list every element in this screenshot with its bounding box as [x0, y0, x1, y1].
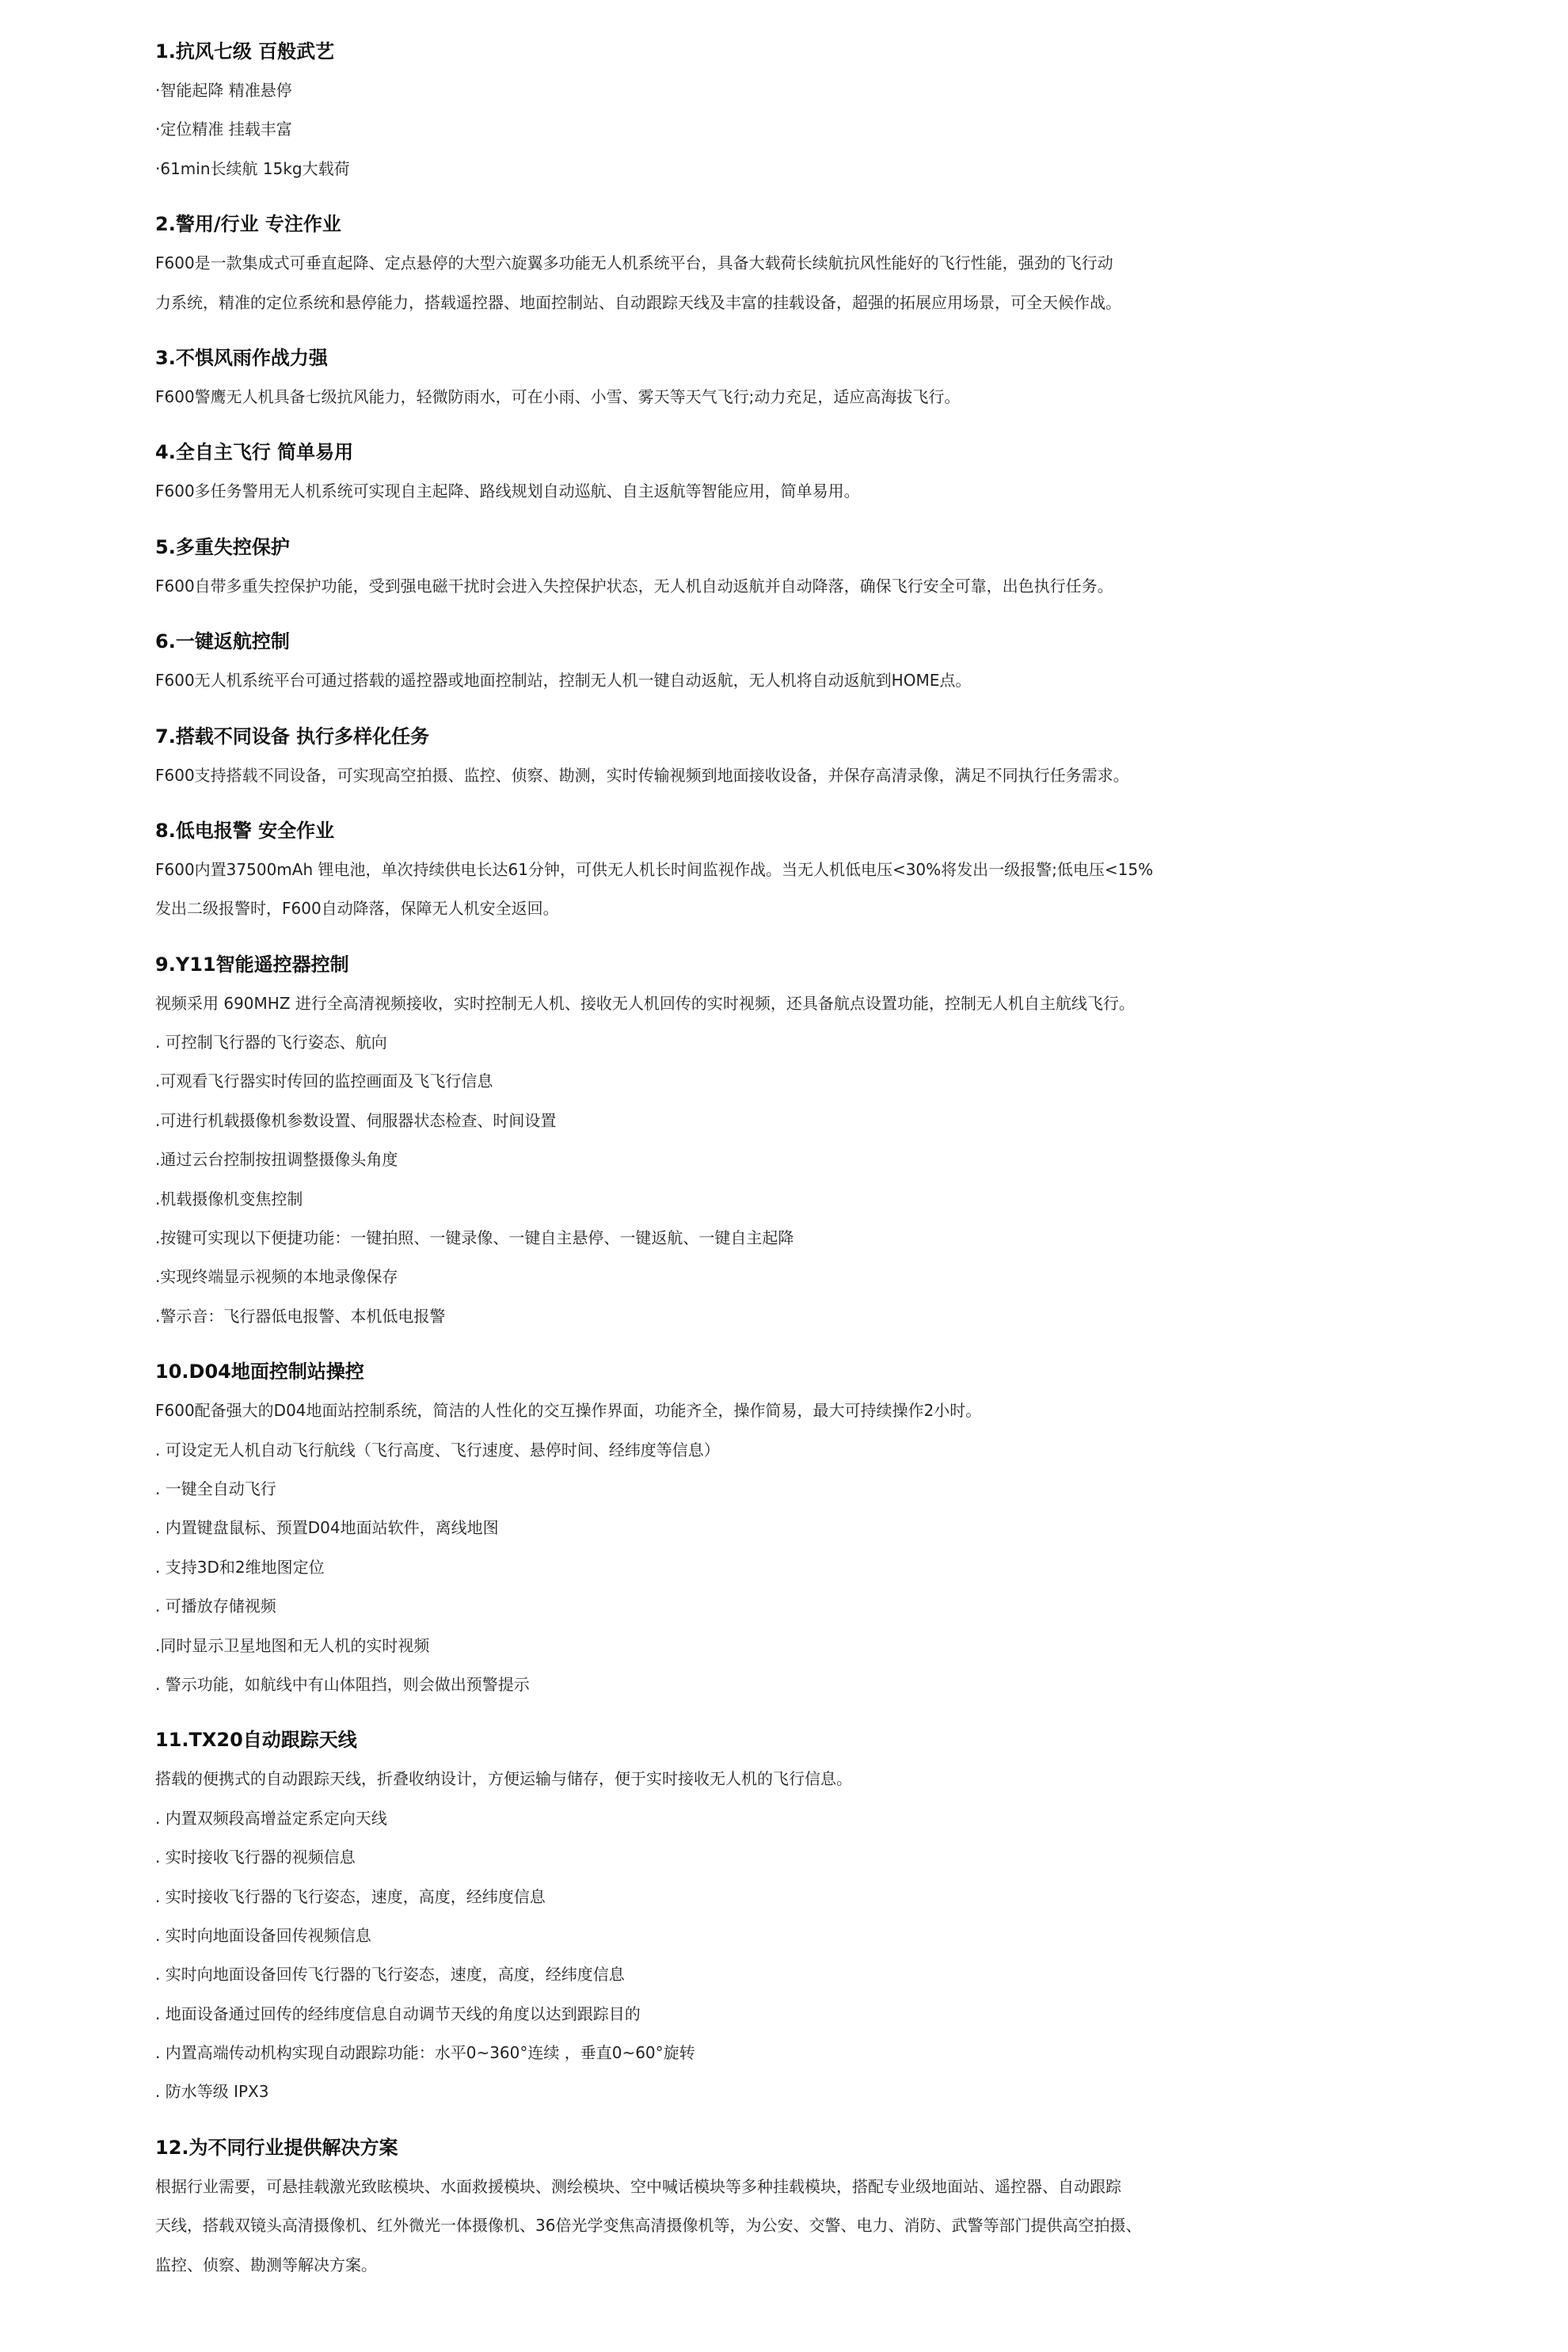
- feature-section: [155, 945, 1264, 1337]
- section-text-line: F600支持搭载不同设备，可实现高空拍摄、监控、侦察、勘测，实时传输视频到地面接收设备，并保存高清录像，满足不同执行任务需求。: [155, 765, 1129, 785]
- section-text-line: . 实时向地面设备回传视频信息: [155, 1925, 371, 1945]
- section-text-line: 监控、侦察、勘测等解决方案。: [155, 2255, 377, 2274]
- section-text-line: 天线，搭载双镜头高清摄像机、红外微光一体摄像机、36倍光学变焦高清摄像机等，为公安、交警、电力、消防、武警等部门提供高空拍摄、: [155, 2216, 1142, 2236]
- section-text-line: . 实时接收飞行器的视频信息: [155, 1848, 356, 1867]
- section-text-line: ·61min长续航 15kg大载荷: [155, 158, 350, 178]
- section-text-line: ·定位精准 挂载丰富: [155, 120, 292, 139]
- section-text-line: F600是一款集成式可垂直起降、定点悬停的大型六旋翼多功能无人机系统平台，具备大载荷长续航抗风性能好的飞行性能，强劲的飞行动: [155, 253, 1113, 273]
- section-heading: 7.搭载不同设备 执行多样化任务: [155, 725, 430, 748]
- section-text-line: . 防水等级 IPX3: [155, 2082, 269, 2102]
- section-text-line: F600内置37500mAh 锂电池，单次持续供电长达61分钟，可供无人机长时间监视作战。当无人机低电压<30%将发出一级报警;低电压<15%: [155, 859, 1154, 879]
- section-heading: 1.抗风七级 百般武艺: [155, 40, 335, 63]
- section-text-line: .实现终端显示视频的本地录像保存: [155, 1267, 398, 1287]
- section-text-line: 视频采用 690MHZ 进行全高清视频接收，实时控制无人机、接收无人机回传的实时视频，还具备航点设置功能，控制无人机自主航线飞行。: [155, 993, 1135, 1013]
- section-text-line: 力系统，精准的定位系统和悬停能力，搭载遥控器、地面控制站、自动跟踪天线及丰富的挂载设备，超强的拓展应用场景，可全天候作战。: [155, 292, 1121, 312]
- section-text-line: .按键可实现以下便捷功能：一键拍照、一键录像、一键自主悬停、一键返航、一键自主起降: [155, 1228, 794, 1248]
- section-text-line: . 警示功能，如航线中有山体阻挡，则会做出预警提示: [155, 1674, 530, 1694]
- section-text-line: 搭载的便携式的自动跟踪天线，折叠收纳设计，方便运输与储存，便于实时接收无人机的飞行信息。: [155, 1769, 852, 1789]
- feature-section: [155, 32, 1264, 188]
- section-text-line: .通过云台控制按扭调整摄像头角度: [155, 1150, 398, 1170]
- section-heading: 2.警用/行业 专注作业: [155, 213, 341, 236]
- feature-section: [155, 717, 1264, 795]
- section-heading: 10.D04地面控制站操控: [155, 1361, 364, 1383]
- feature-section: [155, 622, 1264, 700]
- section-text-line: . 支持3D和2维地图定位: [155, 1557, 325, 1577]
- section-heading: 5.多重失控保护: [155, 535, 290, 558]
- section-text-line: . 可控制飞行器的飞行姿态、航向: [155, 1033, 387, 1052]
- section-text-line: .同时显示卫星地图和无人机的实时视频: [155, 1635, 430, 1655]
- feature-section: [155, 1352, 1264, 1704]
- feature-section: [155, 338, 1264, 417]
- section-heading: 9.Y11智能遥控器控制: [155, 953, 349, 976]
- section-text-line: 发出二级报警时，F600自动降落，保障无人机安全返回。: [155, 899, 559, 919]
- feature-section: [155, 2128, 1264, 2285]
- section-text-line: .可观看飞行器实时传回的监控画面及飞飞行信息: [155, 1071, 493, 1091]
- section-text-line: . 实时向地面设备回传飞行器的飞行姿态，速度，高度，经纬度信息: [155, 1965, 625, 1985]
- section-text-line: F600多任务警用无人机系统可实现自主起降、路线规划自动巡航、自主返航等智能应用，简单易用。: [155, 481, 860, 501]
- section-text-line: F600自带多重失控保护功能，受到强电磁干扰时会进入失控保护状态，无人机自动返航并自动降落，确保飞行安全可靠，出色执行任务。: [155, 576, 1113, 596]
- section-text-line: . 一键全自动飞行: [155, 1479, 276, 1498]
- section-text-line: . 可设定无人机自动飞行航线（飞行高度、飞行速度、悬停时间、经纬度等信息）: [155, 1440, 720, 1460]
- product-feature-document: [155, 32, 1264, 2285]
- section-heading: 12.为不同行业提供解决方案: [155, 2136, 398, 2159]
- section-text-line: . 可播放存储视频: [155, 1597, 276, 1616]
- section-heading: 8.低电报警 安全作业: [155, 819, 335, 842]
- section-text-line: . 地面设备通过回传的经纬度信息自动调节天线的角度以达到跟踪目的: [155, 2004, 641, 2023]
- section-text-line: . 内置双频段高增益定系定向天线: [155, 1808, 387, 1828]
- section-heading: 3.不惧风雨作战力强: [155, 346, 328, 369]
- feature-section: [155, 811, 1264, 929]
- section-text-line: .可进行机载摄像机参数设置、伺服器状态检查、时间设置: [155, 1110, 557, 1130]
- feature-section: [155, 204, 1264, 322]
- section-text-line: . 内置高端传动机构实现自动跟踪功能：水平0~360°连续 ，垂直0~60°旋转: [155, 2043, 695, 2063]
- section-text-line: F600无人机系统平台可通过搭载的遥控器或地面控制站，控制无人机一键自动返航，无人机将自动返航到HOME点。: [155, 671, 972, 691]
- feature-section: [155, 1720, 1264, 2112]
- section-heading: 4.全自主飞行 简单易用: [155, 441, 354, 464]
- section-text-line: . 内置键盘鼠标、预置D04地面站软件，离线地图: [155, 1518, 499, 1538]
- section-text-line: F600配备强大的D04地面站控制系统，简洁的人性化的交互操作界面，功能齐全，操作简易，最大可持续操作2小时。: [155, 1401, 982, 1421]
- section-heading: 11.TX20自动跟踪天线: [155, 1729, 357, 1752]
- feature-section: [155, 527, 1264, 606]
- section-heading: 6.一键返航控制: [155, 630, 290, 653]
- section-text-line: F600警鹰无人机具备七级抗风能力，轻微防雨水，可在小雨、小雪、雾天等天气飞行;动力充足，适应高海拔飞行。: [155, 386, 961, 406]
- section-text-line: .机载摄像机变焦控制: [155, 1189, 303, 1208]
- section-text-line: ·智能起降 精准悬停: [155, 81, 292, 100]
- section-text-line: . 实时接收飞行器的飞行姿态，速度，高度，经纬度信息: [155, 1886, 546, 1906]
- feature-section: [155, 432, 1264, 511]
- section-text-line: .警示音：飞行器低电报警、本机低电报警: [155, 1306, 446, 1326]
- section-text-line: 根据行业需要，可悬挂载激光致眩模块、水面救援模块、测绘模块、空中喊话模块等多种挂载模块，搭配专业级地面站、遥控器、自动跟踪: [155, 2176, 1121, 2196]
